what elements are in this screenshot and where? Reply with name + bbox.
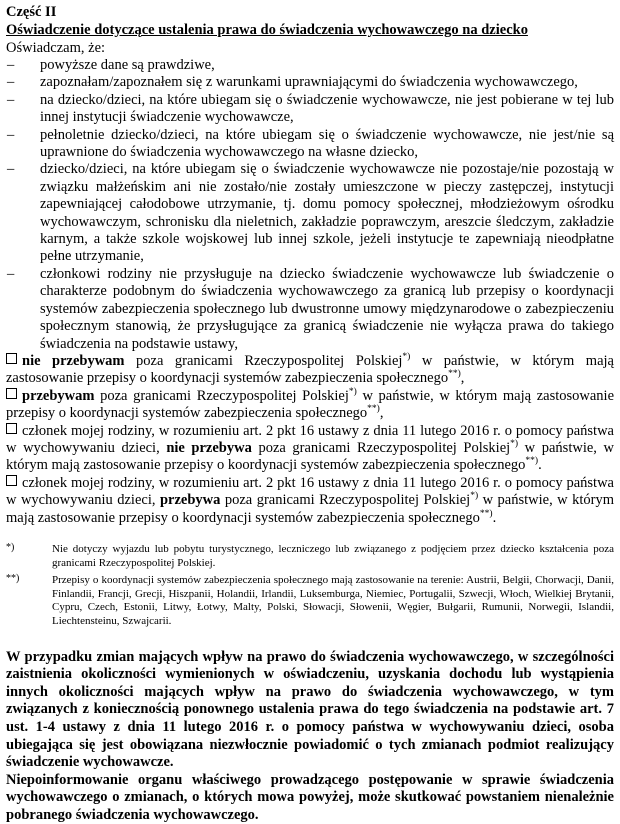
dash-bullet: – xyxy=(7,57,15,73)
dash-bullet: – xyxy=(7,74,15,91)
footnote: **) Przepisy o koordynacji systemów zabezpieczenia społecznego mają zastosowanie na terenie: Austrii, Belgii, Chorwacji, Danii, Finlandii, Francji, Grecji, Hiszpanii, Holandii, Irlandii, Luksemburga, Niemiec, Portugalii, Szwecji, Włoch, Wielkiej Brytanii, Cypru, Czech, Estonii, Litwy, Łotwy, Malty, Polski, Słowacji, Słowenii, Węgier, Bułgarii, Rumunii, Norwegii, Islandii, Liechtensteinu, Szwajcarii. xyxy=(6,573,614,627)
dash-bullet: – xyxy=(7,126,15,143)
notice-paragraph: Niepoinformowanie organu właściwego prowadzącego postępowanie w sprawie świadczenia wychowawczego o zmianach, o których mowa powyżej, może skutkować powstaniem nienależnie pobranego świadczenia wychowawczego. xyxy=(6,771,614,823)
footnote-mark: *) xyxy=(6,541,15,553)
dash-bullet: – xyxy=(7,265,15,282)
declaration-list xyxy=(6,57,614,353)
dash-bullet: – xyxy=(7,161,15,178)
checkbox-family-residing-abroad[interactable] xyxy=(6,475,17,486)
option-family-residing-abroad: członek mojej rodziny, w rozumieniu art. 2 pkt 16 ustawy z dnia 11 lutego 2016 r. o pomocy państwa w wychowywaniu dzieci, przebywa poza granicami Rzeczypospolitej Polskiej*) w państwie, w którym mają zastosowanie przepisy o koordynacji systemów zabezpieczenia społecznego**). xyxy=(6,474,615,526)
option-not-residing-abroad: nie przebywam poza granicami Rzeczypospolitej Polskiej*) w państwie, w którym mają zastosowanie przepisy o koordynacji systemów zabezpieczenia społecznego**), xyxy=(6,352,614,387)
footnote-mark: **) xyxy=(6,573,20,585)
checkbox-not-residing-abroad[interactable] xyxy=(6,353,17,364)
notice-paragraph: W przypadku zmian mających wpływ na prawo do świadczenia wychowawczego, w szczególności zaistnienia okoliczności wymienionych w oświadczeniu, uzyskania dochodu lub wystąpienia innych okoliczności mających wpływ na prawo do świadczenia wychowawczego, w tym związanych z koniecznością ponownego ustalenia prawa do tego świadczenia na podstawie art. 7 ust. 1-4 ustawy z dnia 11 lutego 2016 r. o pomocy państwa w wychowywaniu dzieci, osoba ubiegająca się jest obowiązana niezwłocznie powiadomić o tych zmianach podmiot realizujący świadczenie wychowawcze. xyxy=(6,648,614,771)
list-item: – na dziecko/dzieci, na które ubiegam się o świadczenie wychowawcze, nie jest pobierane w tej lub innej instytucji świadczenie wychowawcze, xyxy=(7,91,614,126)
list-item: – powyższe dane są prawdziwe, xyxy=(7,57,215,73)
checkbox-family-not-residing-abroad[interactable] xyxy=(6,423,17,434)
footnotes xyxy=(6,543,614,629)
declaration-lead: Oświadczam, że: xyxy=(6,40,106,56)
footnote: *) Nie dotyczy wyjazdu lub pobytu turystycznego, leczniczego lub związanego z podjęciem przez dziecko kształcenia poza granicami Rzeczypospolitej Polskiej. xyxy=(6,541,614,569)
list-item: – zapoznałam/zapoznałem się z warunkami uprawniającymi do świadczenia wychowawczego, xyxy=(7,74,578,91)
checkbox-residing-abroad[interactable] xyxy=(6,388,17,399)
section-heading: Oświadczenie dotyczące ustalenia prawa do świadczenia wychowawczego na dziecko xyxy=(6,22,528,38)
list-item: – dziecko/dzieci, na które ubiegam się o świadczenie wychowawcze nie pozostaje/nie pozostają w związku małżeńskim ani nie zostało/nie zostały umieszczone w pieczy zastępczej, instytucji zapewniającej całodobowe utrzymanie, tj. domu pomocy społecznej, młodzieżowym ośrodku wychowawczym, schronisku dla nieletnich, zakładzie poprawczym, areszcie śledczym, zakładzie karnym, a także szkole wojskowej lub innej szkole, jeżeli instytucje te zapewniają nieodpłatne pełne utrzymanie, xyxy=(7,161,614,265)
dash-bullet: – xyxy=(7,91,15,108)
list-item: – członkowi rodziny nie przysługuje na dziecko świadczenie wychowawcze lub świadczenie o charakterze podobnym do świadczenia wychowawczego za granicą lub przepisy o koordynacji systemów zabezpieczenia społecznego lub dwustronne umowy międzynarodowe o zabezpieczeniu społecznym stanowią, że przysługujące za granicą świadczenie nie wyłącza prawa do takiego świadczenia na podstawie ustawy, xyxy=(7,265,614,352)
option-residing-abroad: przebywam poza granicami Rzeczypospolitej Polskiej*) w państwie, w którym mają zastosowanie przepisy o koordynacji systemów zabezpieczenia społecznego**), xyxy=(6,386,615,422)
option-family-not-residing-abroad: członek mojej rodziny, w rozumieniu art. 2 pkt 16 ustawy z dnia 11 lutego 2016 r. o pomocy państwa w wychowywaniu dzieci, nie przebywa poza granicami Rzeczypospolitej Polskiej*) w państwie, w którym mają zastosowanie przepisy o koordynacji systemów zabezpieczenia społecznego**). xyxy=(6,422,614,474)
list-item: – pełnoletnie dziecko/dzieci, na które ubiegam się o świadczenie wychowawcze, nie jest/nie są uprawnione do świadczenia wychowawczego na własne dziecko, xyxy=(7,126,614,161)
part-title: Część II xyxy=(6,4,57,20)
